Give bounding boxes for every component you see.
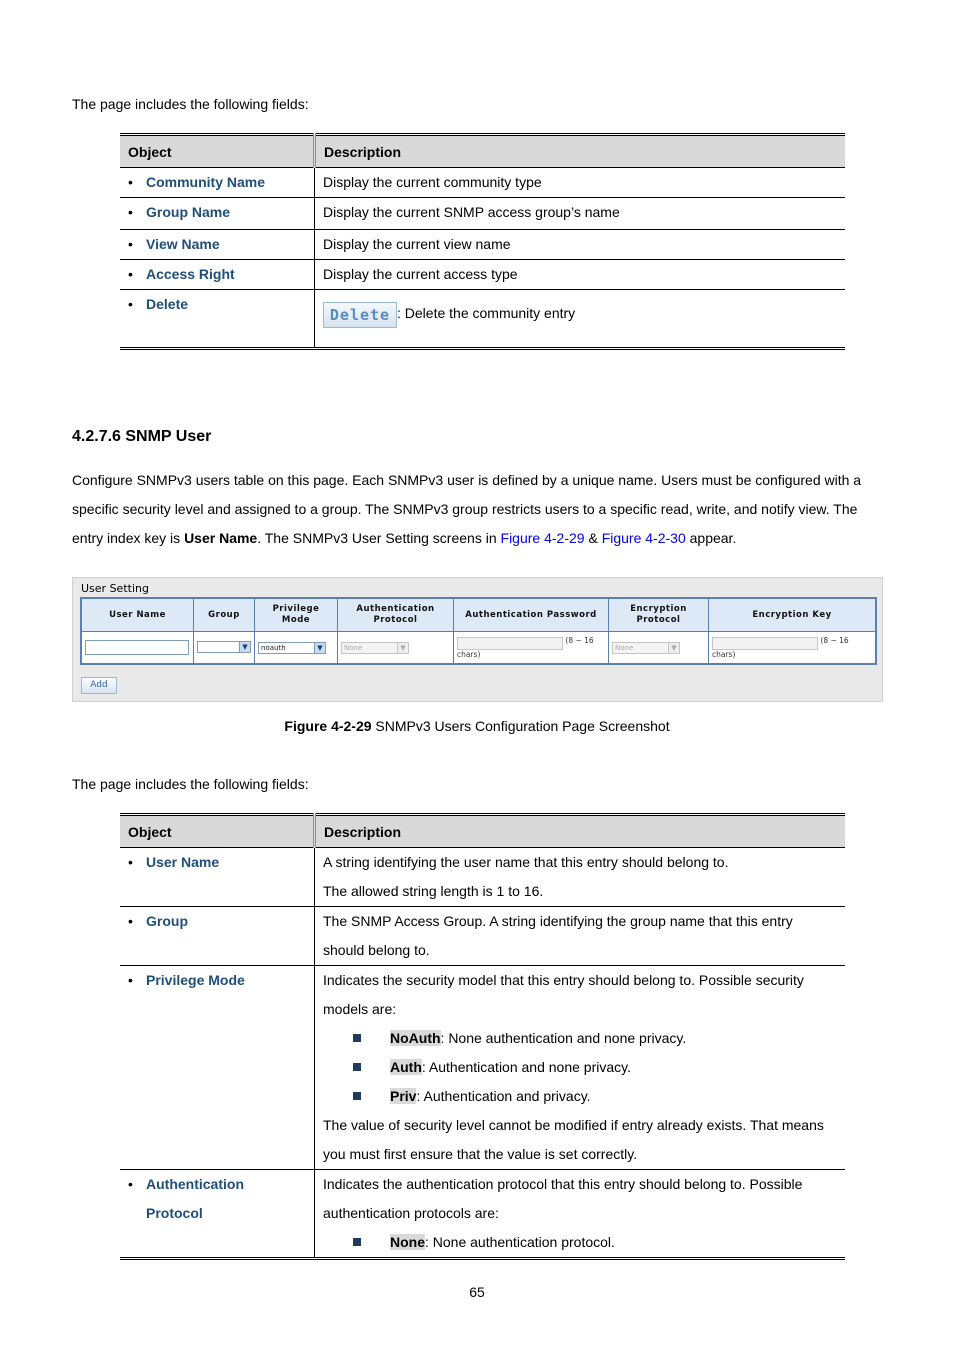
select-value: None xyxy=(615,643,634,652)
term: Priv xyxy=(390,1088,417,1104)
fields-table-community xyxy=(120,133,845,350)
select-value: noauth xyxy=(261,643,286,652)
description-cell xyxy=(315,290,846,349)
object-label: • View Name xyxy=(128,230,306,259)
length-hint: (8 ~ 16 xyxy=(820,636,849,645)
term-desc: : Authentication and none privacy. xyxy=(421,1059,631,1075)
term-desc: : None authentication and none privacy. xyxy=(440,1030,687,1046)
description-line: A string identifying the user name that this entry should belong to. xyxy=(323,854,729,870)
section-heading: 4.2.7.6 SNMP User xyxy=(72,428,212,445)
object-label: • Group xyxy=(128,907,306,936)
list-item xyxy=(323,1082,837,1111)
chevron-down-icon: ▼ xyxy=(397,643,408,653)
table-row xyxy=(120,198,845,230)
figure-caption xyxy=(0,718,954,734)
term-desc: : Authentication and privacy. xyxy=(416,1088,591,1104)
object-label: • Group Name xyxy=(128,198,306,227)
col-header: Authentication Protocol xyxy=(338,598,454,632)
user-setting-table xyxy=(80,597,877,665)
auth-password-input[interactable] xyxy=(457,637,563,650)
table-row xyxy=(120,907,845,966)
description-cell: Display the current SNMP access group’s name xyxy=(315,198,846,230)
table-row xyxy=(120,966,845,1170)
user-setting-screenshot xyxy=(72,577,883,702)
chevron-down-icon: ▼ xyxy=(668,643,679,653)
object-label: • Delete xyxy=(128,290,306,319)
description-line: Indicates the security model that this entry should belong to. Possible security xyxy=(323,972,804,988)
table-row xyxy=(120,848,845,907)
text-span: appear. xyxy=(685,530,737,546)
caption-text: SNMPv3 Users Configuration Page Screenshot xyxy=(371,718,670,734)
length-hint: (8 ~ 16 xyxy=(565,636,594,645)
intro-text: The page includes the following fields: xyxy=(72,776,309,792)
paragraph-line: Configure SNMPv3 users table on this page. Each SNMPv3 user is defined by a unique name. Users must be configured with a xyxy=(72,472,862,488)
add-button[interactable]: Add xyxy=(81,677,117,694)
object-label: • User Name xyxy=(128,848,306,877)
header-object: Object xyxy=(120,135,315,168)
list-item xyxy=(323,1024,837,1053)
object-label: • Privilege Mode xyxy=(128,966,306,995)
table-row xyxy=(120,168,845,198)
chevron-down-icon: ▼ xyxy=(314,643,325,653)
table-row xyxy=(120,290,845,349)
list-item xyxy=(323,1228,837,1257)
text-span: & xyxy=(584,530,602,546)
text-span: entry index key is xyxy=(72,530,185,546)
table-row xyxy=(120,1170,845,1259)
description-line: The allowed string length is 1 to 16. xyxy=(323,883,544,899)
description-line: authentication protocols are: xyxy=(323,1205,499,1221)
intro-text: The page includes the following fields: xyxy=(72,96,309,112)
object-label: • Access Right xyxy=(128,260,306,289)
col-header: User Name xyxy=(81,598,194,632)
text-span: . The SNMPv3 User Setting screens in xyxy=(257,530,501,546)
figure-link[interactable]: Figure 4-2-29 xyxy=(500,530,585,546)
list-item xyxy=(323,1053,837,1082)
object-label: • Community Name xyxy=(128,168,306,197)
description-line: The value of security level cannot be modified if entry already exists. That means xyxy=(323,1117,824,1133)
paragraph-line xyxy=(72,524,736,553)
object-label: • Authentication xyxy=(128,1170,306,1199)
object-label: Protocol xyxy=(146,1205,203,1221)
figure-link[interactable]: Figure 4-2-30 xyxy=(601,530,686,546)
term: NoAuth xyxy=(390,1030,441,1046)
length-hint: chars) xyxy=(457,650,481,659)
term-desc: : None authentication protocol. xyxy=(425,1234,615,1250)
header-description: Description xyxy=(315,135,846,168)
select-value: None xyxy=(344,643,363,652)
length-hint: chars) xyxy=(712,650,736,659)
panel-title: User Setting xyxy=(81,582,149,595)
description-cell: Display the current access type xyxy=(315,260,846,290)
description-cell: Display the current community type xyxy=(315,168,846,198)
fields-table-user xyxy=(120,813,845,1260)
encryption-protocol-select[interactable] xyxy=(612,642,680,654)
description-line: should belong to. xyxy=(323,942,430,958)
delete-description: : Delete the community entry xyxy=(397,305,576,321)
table-row xyxy=(120,230,845,260)
caption-label: Figure 4-2-29 xyxy=(284,718,372,734)
table-row xyxy=(120,260,845,290)
page-number: 65 xyxy=(469,1284,485,1300)
description-cell: Display the current view name xyxy=(315,230,846,260)
description-line: models are: xyxy=(323,1001,397,1017)
paragraph-line: specific security level and assigned to a group. The SNMPv3 group restricts users to a specific read, write, and notify view. The xyxy=(72,501,858,517)
description-line: you must first ensure that the value is set correctly. xyxy=(323,1146,638,1162)
header-object: Object xyxy=(120,815,315,848)
delete-button[interactable]: Delete xyxy=(323,302,397,328)
group-select[interactable] xyxy=(197,641,251,653)
term: None xyxy=(390,1234,425,1250)
col-header: Privilege Mode xyxy=(255,598,338,632)
encryption-key-input[interactable] xyxy=(712,637,818,650)
col-header: Encryption Key xyxy=(709,598,877,632)
header-description: Description xyxy=(315,815,846,848)
col-header: Authentication Password xyxy=(454,598,609,632)
description-line: The SNMP Access Group. A string identifying the group name that this entry xyxy=(323,913,793,929)
col-header: Encryption Protocol xyxy=(609,598,709,632)
user-name-input[interactable] xyxy=(85,640,189,655)
auth-protocol-select[interactable] xyxy=(341,642,409,654)
bold-term: User Name xyxy=(184,530,258,546)
chevron-down-icon: ▼ xyxy=(239,642,250,652)
term: Auth xyxy=(390,1059,422,1075)
col-header: Group xyxy=(194,598,255,632)
privilege-mode-select[interactable] xyxy=(258,642,326,654)
description-line: Indicates the authentication protocol that this entry should belong to. Possible xyxy=(323,1176,803,1192)
